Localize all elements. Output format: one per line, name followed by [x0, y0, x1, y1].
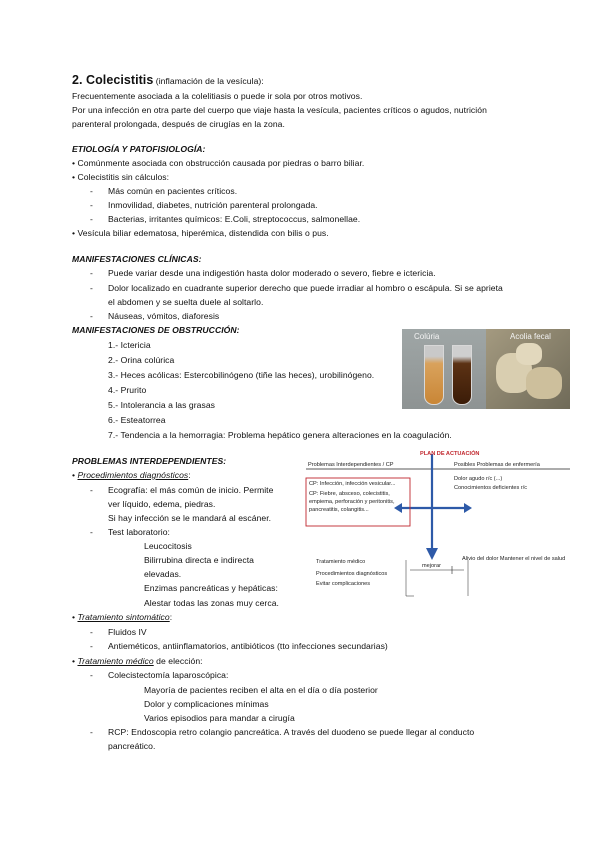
plan-actuacion-title: PLAN DE ACTUACIÓN — [420, 451, 480, 457]
urine-tube-dark — [452, 345, 472, 405]
obstruccion-item-6: 6.- Esteatorrea — [108, 415, 166, 425]
colon: : — [169, 612, 173, 622]
right-bottom-text: Alivio del dolor Mantener el nivel de salud — [462, 556, 566, 562]
bullet: • — [72, 470, 78, 480]
clinicas-heading: MANIFESTACIONES CLÍNICAS: — [72, 254, 202, 264]
arrow-label: mejorar — [422, 563, 441, 569]
stool-sample — [516, 343, 542, 365]
colon: : — [188, 470, 191, 480]
clinicas-line-2b: el abdomen y se suelta duele al soltarlo. — [108, 297, 264, 307]
stool-sample — [526, 367, 562, 399]
dash-marker: - — [90, 186, 93, 196]
tratamiento-item-2: Antieméticos, antiinflamatorios, antibióticos (tto infecciones secundarias) — [108, 641, 388, 651]
dash-marker: - — [90, 283, 93, 293]
tratamiento-sintomatico-line — [72, 612, 172, 623]
colec-item-1: Mayoría de pacientes reciben el alta en el día o día posterior — [144, 685, 378, 695]
coluria-acolia-photo — [402, 329, 570, 409]
ecografia-line-1: Ecografía: el más común de inicio. Permite — [108, 485, 274, 495]
obstruccion-item-1: 1.- Ictericia — [108, 340, 151, 350]
tratamiento-medico-rest: de elección: — [153, 656, 203, 666]
coluria-label: Colúria — [414, 332, 440, 341]
intro-line-3: parenteral prolongada, después de cirugías en la zona. — [72, 119, 285, 129]
lab-item-2: Bilirrubina directa e indirecta — [144, 555, 254, 565]
rcp-line-1: RCP: Endoscopia retro colangio pancreática. A través del duodeno se puede llegar al conducto — [108, 727, 475, 737]
etiologia-heading: ETIOLOGÍA Y PATOFISIOLOGÍA: — [72, 144, 206, 154]
colec-item-2: Dolor y complicaciones mínimas — [144, 699, 269, 709]
plan-actuacion-diagram — [302, 448, 592, 608]
etiologia-sub-3: Bacterias, irritantes químicos: E.Coli, streptococcus, salmonellae. — [108, 214, 361, 224]
etiologia-bullet-1: • Comúnmente asociada con obstrucción causada por piedras o barro biliar. — [72, 158, 365, 168]
lab-item-3: elevadas. — [144, 569, 182, 579]
cp-box-line-4: pancreatitis, colangitis... — [309, 507, 369, 513]
dash-marker: - — [90, 311, 93, 321]
cp-box-line-3: empiema, perforación y peritonitis, — [309, 499, 395, 505]
laboratorio-line: Test laboratorio: — [108, 527, 170, 537]
title-main: 2. Colecistitis — [72, 73, 154, 87]
intro-line-1: Frecuentemente asociada a la colelitiasis o puede ir sola por otros motivos. — [72, 91, 363, 101]
bullet: • — [72, 612, 78, 622]
ecografia-line-2: ver líquido, edema, piedras. — [108, 499, 216, 509]
etiologia-sub-2: Inmovilidad, diabetes, nutrición parenteral prolongada. — [108, 200, 318, 210]
acolia-label: Acolia fecal — [510, 332, 551, 341]
dash-marker: - — [90, 527, 93, 537]
etiologia-sub-1: Más común en pacientes críticos. — [108, 186, 238, 196]
bottom-line-3: Evitar complicaciones — [316, 581, 371, 587]
procedimientos-line — [72, 470, 191, 481]
obstruccion-item-5: 5.- Intolerancia a las grasas — [108, 400, 216, 410]
tratamiento-medico-line — [72, 656, 203, 667]
clinicas-line-2a: Dolor localizado en cuadrante superior derecho que puede irradiar al hombro o escápula. Si se aprieta — [108, 283, 503, 293]
colec-item-3: Varios episodios para mandar a cirugía — [144, 713, 295, 723]
lab-item-1: Leucocitosis — [144, 541, 192, 551]
dash-marker: - — [90, 627, 93, 637]
obstruccion-item-7: 7.- Tendencia a la hemorragia: Problema hepático genera alteraciones en la coagulación. — [108, 430, 452, 440]
acolia-panel — [486, 329, 570, 409]
lab-item-4: Enzimas pancreáticas y hepáticas: — [144, 583, 278, 593]
lab-item-5: Alestar todas las zonas muy cerca. — [144, 598, 279, 608]
etiologia-bullet-2: • Colecistitis sin cálculos: — [72, 172, 170, 182]
bullet: • — [72, 656, 78, 666]
coluria-panel — [402, 329, 486, 409]
dash-marker: - — [90, 641, 93, 651]
cp-box-line-2: CP: Fiebre, absceso, colecistitis, — [309, 491, 390, 497]
cp-box-line-1: CP: Infección, infección vesicular... — [309, 481, 396, 487]
dash-marker: - — [90, 670, 93, 680]
title-subtitle: (inflamación de la vesícula): — [153, 76, 264, 86]
rcp-line-2: pancreático. — [108, 741, 156, 751]
left-column-heading: Problemas Interdependientes / CP — [308, 462, 394, 468]
bottom-line-2: Procedimientos diagnósticos — [316, 571, 388, 577]
tratamiento-medico-label: Tratamiento médico — [77, 656, 154, 666]
colecistectomia-line: Colecistectomía laparoscópica: — [108, 670, 229, 680]
etiologia-bullet-3: • Vesícula biliar edematosa, hiperémica, distendida con bilis o pus. — [72, 228, 329, 238]
obstruccion-heading: MANIFESTACIONES DE OBSTRUCCIÓN: — [72, 325, 240, 335]
ecografia-line-3: Si hay infección se le mandará al escáner. — [108, 513, 272, 523]
obstruccion-item-4: 4.- Prurito — [108, 385, 147, 395]
obstruccion-item-2: 2.- Orina colúrica — [108, 355, 175, 365]
bottom-line-1: Tratamiento médico — [316, 559, 366, 565]
obstruccion-item-3: 3.- Heces acólicas: Estercobilinógeno (tiñe las heces), urobilinógeno. — [108, 370, 375, 380]
dash-marker: - — [90, 485, 93, 495]
clinicas-line-1: Puede variar desde una indigestión hasta dolor moderado o severo, fiebre e ictericia. — [108, 268, 436, 278]
dash-marker: - — [90, 727, 93, 737]
right-line-1: Dolor agudo r/c (...) — [454, 476, 503, 482]
problemas-heading: PROBLEMAS INTERDEPENDIENTES: — [72, 456, 227, 466]
right-column-heading: Posibles Problemas de enfermería — [454, 462, 540, 468]
tratamiento-item-1: Fluidos IV — [108, 627, 147, 637]
intro-line-2: Por una infección en otra parte del cuerpo que viaje hasta la vesícula, pacientes críticos o agudos, nutrición — [72, 105, 487, 115]
page-title — [72, 75, 264, 87]
procedimientos-label: Procedimientos diagnósticos — [77, 470, 189, 480]
dash-marker: - — [90, 200, 93, 210]
urine-tube-light — [424, 345, 444, 405]
dash-marker: - — [90, 214, 93, 224]
tratamiento-sintomatico-label: Tratamiento sintomático — [77, 612, 170, 622]
right-line-2: Conocimientos deficientes r/c — [454, 485, 528, 491]
clinicas-line-3: Náuseas, vómitos, diaforesis — [108, 311, 220, 321]
dash-marker: - — [90, 268, 93, 278]
